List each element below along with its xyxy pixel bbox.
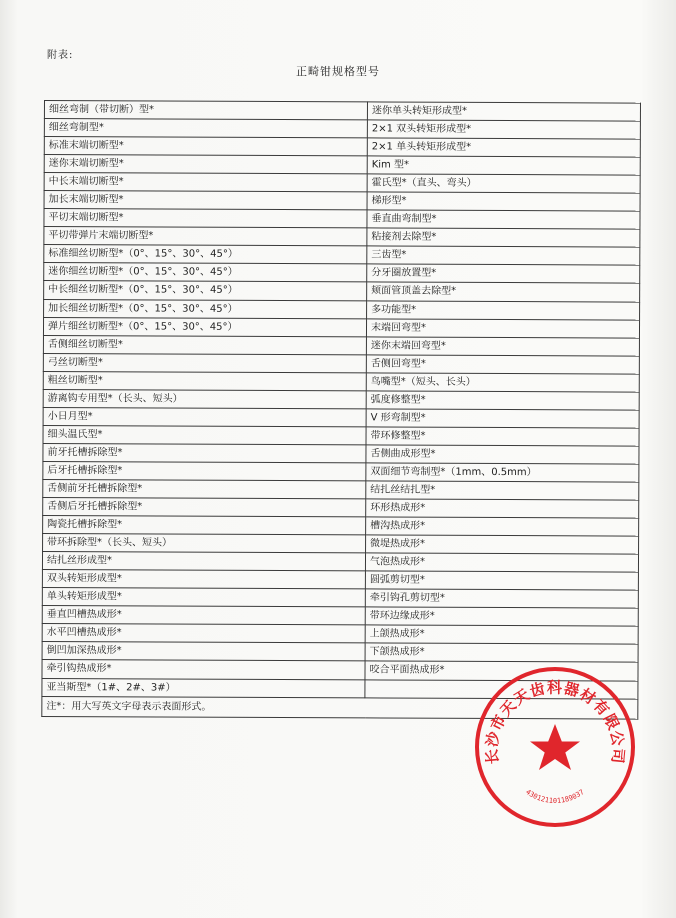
table-cell-right: 结扎丝结扎型* <box>366 481 639 500</box>
table-cell-left: 中长末端切断型* <box>44 173 367 192</box>
table-cell-right: 梯形型* <box>367 192 640 211</box>
table-cell-left: 单头转矩形成型* <box>42 588 365 607</box>
table-cell-right: 下颌热成形* <box>365 643 638 662</box>
table-cell-right: 三齿型* <box>367 246 640 265</box>
table-cell-right: 舌侧回弯型* <box>366 355 639 374</box>
table-cell-right: 牵引钩孔剪切型* <box>365 589 638 608</box>
table-cell-right: 气泡热成形* <box>365 553 638 572</box>
table-cell-left: 细丝弯制（带切断）型* <box>44 101 367 120</box>
table-cell-right: 分牙圈放置型* <box>367 264 640 283</box>
table-cell-right: 微堤热成形* <box>366 535 639 554</box>
table-cell-left: 中长细丝切断型*（0°、15°、30°、45°） <box>44 281 367 300</box>
table-cell-left: 陶瓷托槽拆除型* <box>43 516 366 535</box>
table-cell-left: 加长细丝切断型*（0°、15°、30°、45°） <box>44 299 367 318</box>
table-cell-left: 标准末端切断型* <box>44 137 367 156</box>
table-cell-left: 弓丝切断型* <box>43 353 366 372</box>
table-cell-left: 迷你细丝切断型*（0°、15°、30°、45°） <box>44 263 367 282</box>
table-cell-right: Kim 型* <box>367 156 640 175</box>
table-cell-left: 双头转矩形成型* <box>42 570 365 589</box>
table-cell-left: 结扎丝形成型* <box>42 552 365 571</box>
table-cell-right: 霍氏型*（直头、弯头） <box>367 174 640 193</box>
table-cell-left: 垂直凹槽热成形* <box>42 606 365 625</box>
table-cell-right: 双面细节弯制型*（1mm、0.5mm） <box>366 463 639 482</box>
table-cell-left: 小日月型* <box>43 407 366 426</box>
table-row <box>43 498 639 519</box>
table-cell-right: 鸟嘴型*（短头、长头） <box>366 373 639 392</box>
table-row <box>43 317 639 338</box>
table-cell-left: 迷你末端切断型* <box>44 155 367 174</box>
table-cell-right: 舌侧曲成形型* <box>366 445 639 464</box>
table-cell-left: 舌侧前牙托槽拆除型* <box>43 479 366 498</box>
table-row <box>44 281 640 302</box>
company-seal <box>470 662 640 832</box>
table-cell-left: 平切末端切断型* <box>44 209 367 228</box>
table-row <box>43 479 639 500</box>
table-cell-right: 2×1 单头转矩形成型* <box>367 138 640 157</box>
table-cell-left: 弹片细丝切断型*（0°、15°、30°、45°） <box>43 317 366 336</box>
table-cell-left: 舌侧细丝切断型* <box>43 335 366 354</box>
table-note: 注*：用大写英文字母表示表面形式。 <box>42 696 638 719</box>
table-cell-right: 垂直曲弯制型* <box>367 210 640 229</box>
seal-company-name-path: 长沙市天天齿科器材有限公司 <box>482 678 628 766</box>
table-cell-left: 倒凹加深热成形* <box>42 642 365 661</box>
specification-table <box>41 100 641 719</box>
seal-number <box>524 788 585 805</box>
table-cell-left: 加长末端切断型* <box>44 191 367 210</box>
table-cell-left: 细丝弯制型* <box>44 119 367 138</box>
table-cell-left: 游离钩专用型*（长头、短头） <box>43 389 366 408</box>
table-row <box>44 245 640 266</box>
table-cell-left: 标准细丝切断型*（0°、15°、30°、45°） <box>44 245 367 264</box>
table-cell-left: 水平凹槽热成形* <box>42 624 365 643</box>
table-cell-right: 槽沟热成形* <box>366 517 639 536</box>
table-cell-right: 粘接剂去除型* <box>367 228 640 247</box>
table-cell-right: 颊面管顶盖去除型* <box>367 282 640 301</box>
table-cell-left: 前牙托槽拆除型* <box>43 443 366 462</box>
page-title: 正畸钳规格型号 <box>296 65 380 78</box>
table-cell-left: 亚当斯型*（1#、2#、3#） <box>42 678 365 697</box>
table-cell-right: 末端回弯型* <box>366 318 639 337</box>
table-cell-right: 迷你末端回弯型* <box>366 337 639 356</box>
table-row <box>44 101 640 122</box>
seal-star-icon <box>530 724 580 770</box>
table-cell-right: 圆弧剪切型* <box>365 571 638 590</box>
table-cell-left: 舌侧后牙托槽拆除型* <box>43 498 366 517</box>
table-cell-left: 细头温氏型* <box>43 425 366 444</box>
table-cell-right: 环形热成形* <box>366 499 639 518</box>
table-row <box>44 263 640 284</box>
table-cell-left: 后牙托槽拆除型* <box>43 461 366 480</box>
table-cell-right: 带环边缘成形* <box>365 607 638 626</box>
table-cell-right: 咬合平面热成形* <box>365 661 638 680</box>
table-row <box>43 534 639 555</box>
table-row <box>44 299 640 320</box>
table-cell-left: 平切带弹片末端切断型* <box>44 227 367 246</box>
table-cell-right: 多功能型* <box>367 300 640 319</box>
seal-number-path: 430121101189037 <box>524 788 586 806</box>
table-cell-left: 带环拆除型*（长头、短头） <box>43 534 366 553</box>
table-cell-right: 带环修整型* <box>366 427 639 446</box>
table-cell-right: 弧度修整型* <box>366 391 639 410</box>
table-cell-left: 牵引钩热成形* <box>42 660 365 679</box>
table-row <box>44 227 640 248</box>
attachment-label: 附表: <box>47 50 74 61</box>
table-cell-right: 迷你单头转矩形成型* <box>367 102 640 121</box>
table-cell-right: 上颌热成形* <box>365 625 638 644</box>
table-cell-right: 2×1 双头转矩形成型* <box>367 120 640 139</box>
table-cell-right: V 形弯制型* <box>366 409 639 428</box>
table-cell-left: 粗丝切断型* <box>43 371 366 390</box>
specification-table-body <box>42 101 641 719</box>
table-row <box>43 389 639 410</box>
